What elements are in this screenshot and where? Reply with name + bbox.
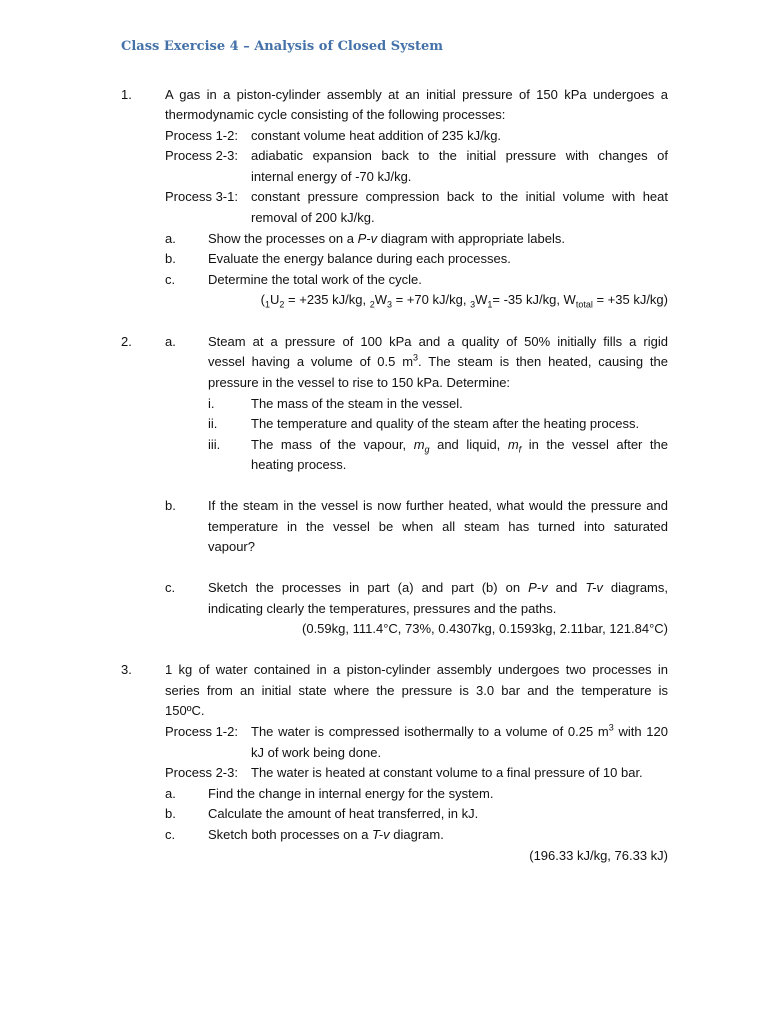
q1-intro-line2: thermodynamic cycle consisting of the following processes:	[165, 107, 506, 122]
q2-sub-iii-line2: heating process.	[251, 457, 347, 472]
q3-part-b-text: Calculate the amount of heat transferred, in kJ.	[208, 806, 479, 821]
q2-sub-i-text: The mass of the steam in the vessel.	[251, 396, 463, 411]
page-title: Class Exercise 4 – Analysis of Closed System	[121, 39, 444, 54]
q1-part-b-label: b.	[165, 251, 176, 266]
q1-number: 1.	[121, 87, 132, 102]
q3-answer: (196.33 kJ/kg, 76.33 kJ)	[529, 848, 668, 863]
q3-part-a-text: Find the change in internal energy for the system.	[208, 786, 494, 801]
q2-sub-ii-text: The temperature and quality of the steam after the heating process.	[251, 416, 640, 431]
q1-process31-line1: constant pressure compression back to the initial volume with heat	[251, 189, 668, 204]
q2-part-b-line3: vapour?	[208, 539, 255, 554]
q3-part-a-label: a.	[165, 786, 176, 801]
q3-part-c-text: Sketch both processes on a T-v diagram.	[208, 827, 444, 842]
q1-process12-text: constant volume heat addition of 235 kJ/kg.	[251, 128, 502, 143]
q2-sub-iii-label: iii.	[208, 437, 221, 452]
q1-part-c-label: c.	[165, 272, 176, 287]
q2-part-c-line2: indicating clearly the temperatures, pressures and the paths.	[208, 601, 557, 616]
q3-intro-line2: series from an initial state where the pressure is 3.0 bar and the temperature is	[165, 683, 668, 698]
q3-part-b-label: b.	[165, 806, 176, 821]
q1-process31-label: Process 3-1:	[165, 189, 238, 204]
q1-process12-label: Process 1-2:	[165, 128, 238, 143]
q3-process12-line2: kJ of work being done.	[251, 745, 382, 760]
q2-part-b-line1: If the steam in the vessel is now further heated, what would the pressure and	[208, 498, 668, 513]
q2-part-a-line1: Steam at a pressure of 100 kPa and a quality of 50% initially fills a rigid	[208, 334, 668, 349]
q1-part-a-label: a.	[165, 231, 176, 246]
q1-process31-line2: removal of 200 kJ/kg.	[251, 210, 375, 225]
q1-process23-line2: internal energy of -70 kJ/kg.	[251, 169, 412, 184]
q3-number: 3.	[121, 662, 132, 677]
q3-intro-line1: 1 kg of water contained in a piston-cylinder assembly undergoes two processes in	[165, 662, 668, 677]
q2-part-a-line3: pressure in the vessel to rise to 150 kPa. Determine:	[208, 375, 511, 390]
q2-number: 2.	[121, 334, 132, 349]
q1-answer: ($_1U_2 = +235$ kJ/kg, $_2W_3 = +70$ kJ/kg, $_3W_1= -35$ kJ/kg, $W_{total} = +35$ kJ/kg)	[260, 292, 668, 310]
q3-process12-label: Process 1-2:	[165, 724, 238, 739]
q3-process12-line1: The water is compressed isothermally to a volume of 0.25 $m^3$ with 120	[251, 722, 668, 739]
q1-process23-label: Process 2-3:	[165, 148, 238, 163]
q1-intro-line1: A gas in a piston-cylinder assembly at an initial pressure of 150 kPa undergoes a	[165, 87, 668, 102]
q2-part-a-label: a.	[165, 334, 176, 349]
q2-answer: (0.59kg, 111.4°C, 73%, 0.4307kg, 0.1593kg, 2.11bar, 121.84°C)	[302, 621, 668, 636]
q3-process23-text: The water is heated at constant volume to a final pressure of 10 bar.	[251, 765, 643, 780]
q1-part-b-text: Evaluate the energy balance during each processes.	[208, 251, 511, 266]
q2-part-b-line2: temperature in the vessel be when all steam has turned into saturated	[208, 519, 668, 534]
q3-part-c-label: c.	[165, 827, 176, 842]
q3-process23-label: Process 2-3:	[165, 765, 238, 780]
q2-part-b-label: b.	[165, 498, 176, 513]
q2-sub-i-label: i.	[208, 396, 215, 411]
q3-intro-line3: 150ºC.	[165, 703, 205, 718]
q2-part-a-line2: vessel having a volume of 0.5 $m^3$. The steam is then heated, causing the	[208, 352, 668, 369]
q1-part-c-text: Determine the total work of the cycle.	[208, 272, 422, 287]
q2-part-c-label: c.	[165, 580, 176, 595]
q1-process23-line1: adiabatic expansion back to the initial pressure with changes of	[251, 148, 668, 163]
q2-sub-iii-line1: The mass of the vapour, $m_g$ and liquid, $m_f$ in the vessel after the	[251, 437, 668, 455]
q1-part-a-text: Show the processes on a P-v diagram with appropriate labels.	[208, 231, 565, 246]
q2-sub-ii-label: ii.	[208, 416, 218, 431]
q2-part-c-line1: Sketch the processes in part (a) and part (b) on P-v and T-v diagrams,	[208, 580, 669, 595]
